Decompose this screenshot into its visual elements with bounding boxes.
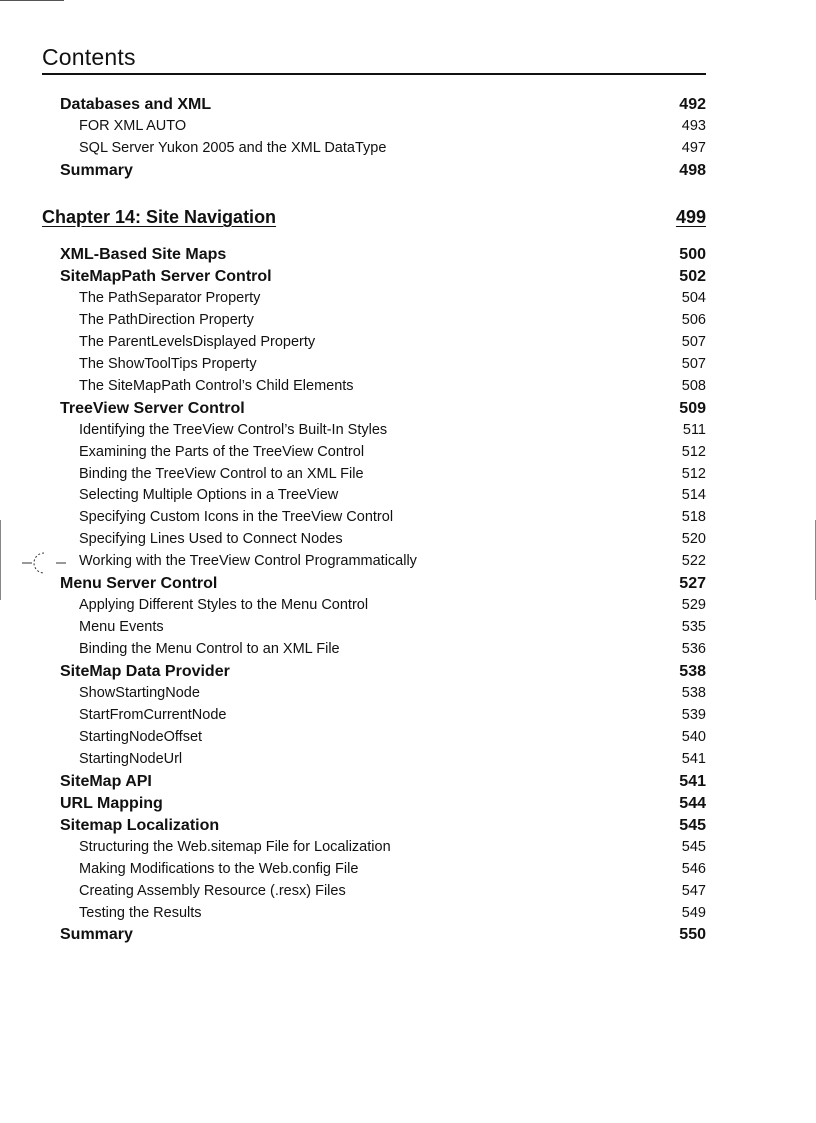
- registration-mark-icon: [22, 551, 66, 575]
- toc-entry-title: URL Mapping: [60, 794, 163, 812]
- toc-entry-title: SQL Server Yukon 2005 and the XML DataType: [79, 140, 387, 156]
- toc-entry-page: 549: [681, 904, 706, 921]
- toc-entry[interactable]: [79, 466, 706, 488]
- toc-entry-title: The ShowToolTips Property: [79, 355, 257, 372]
- toc-entry-title: Menu Server Control: [60, 575, 218, 593]
- toc-entry[interactable]: [79, 905, 706, 927]
- toc-entry-title: Applying Different Styles to the Menu Control: [79, 597, 369, 614]
- toc-entry-page: 509: [679, 399, 706, 417]
- toc-entry-page: 541: [679, 772, 706, 790]
- toc-entry[interactable]: [79, 707, 706, 729]
- toc-entry-page: 502: [679, 267, 706, 285]
- toc-entry[interactable]: [60, 96, 706, 118]
- toc-entry-page: 512: [681, 443, 706, 460]
- toc-entry[interactable]: [79, 531, 706, 553]
- toc-entry-page: 508: [681, 377, 706, 394]
- toc-entry-title: FOR XML AUTO: [79, 118, 187, 134]
- toc-entry[interactable]: [79, 641, 706, 663]
- toc-entry-page: 541: [681, 750, 706, 767]
- header-rule: [42, 73, 706, 75]
- toc-entry-title: Specifying Lines Used to Connect Nodes: [79, 531, 343, 548]
- toc-entry[interactable]: [79, 861, 706, 883]
- toc-entry-title: SiteMap Data Provider: [60, 663, 230, 681]
- toc-entry-title: SiteMapPath Server Control: [60, 267, 272, 285]
- toc-entry-title: Databases and XML: [60, 96, 212, 113]
- toc-entry-title: Summary: [60, 926, 133, 944]
- toc-entry[interactable]: [79, 729, 706, 751]
- toc-entry-page: 547: [681, 882, 706, 899]
- toc-entry-title: The ParentLevelsDisplayed Property: [79, 333, 316, 350]
- toc-entry[interactable]: [79, 883, 706, 905]
- toc-entry-title: ShowStartingNode: [79, 685, 200, 701]
- crop-mark-top: [0, 0, 64, 1]
- toc-entry-page: 536: [681, 641, 706, 658]
- toc-entry[interactable]: [79, 356, 706, 378]
- toc-entry-title: Creating Assembly Resource (.resx) Files: [79, 882, 346, 899]
- toc-entry-page: 529: [681, 597, 706, 614]
- toc-entry-page: 511: [682, 421, 706, 438]
- toc-entry-page: 538: [681, 685, 706, 701]
- toc-entry-title: Examining the Parts of the TreeView Control: [79, 443, 365, 460]
- toc-entry[interactable]: [79, 444, 706, 466]
- toc-entry-title: Making Modifications to the Web.config File: [79, 860, 359, 877]
- toc-entry-title: Identifying the TreeView Control’s Built-In Styles: [79, 421, 388, 438]
- toc-entry-page: 540: [681, 728, 706, 745]
- toc-entry-title: Selecting Multiple Options in a TreeView: [79, 487, 339, 504]
- toc-entry-page: 535: [681, 619, 706, 636]
- toc-entry[interactable]: [79, 334, 706, 356]
- chapter-page: 499: [675, 207, 706, 227]
- toc-entry-page: 545: [681, 838, 706, 855]
- toc-entry-title: StartFromCurrentNode: [79, 706, 227, 723]
- toc-entry[interactable]: [79, 751, 706, 773]
- toc-entry-page: 546: [681, 860, 706, 877]
- toc-entry[interactable]: [79, 839, 706, 861]
- toc-entry[interactable]: [79, 597, 706, 619]
- toc-entry-page: 545: [679, 816, 706, 834]
- toc-entry-title: Summary: [60, 162, 133, 179]
- toc-entry[interactable]: [60, 926, 706, 948]
- toc-entry-page: 544: [679, 794, 706, 812]
- toc-entry-page: 500: [679, 246, 706, 263]
- toc-entry-page: 506: [681, 311, 706, 328]
- toc-entry-page: 493: [681, 118, 706, 134]
- toc-entry-page: 504: [681, 289, 706, 306]
- toc-entry-title: Menu Events: [79, 619, 164, 636]
- toc-entry-title: The PathSeparator Property: [79, 289, 261, 306]
- toc-entry-page: 538: [679, 663, 706, 681]
- toc-entry-title: Sitemap Localization: [60, 816, 220, 834]
- toc-entry-title: Testing the Results: [79, 904, 202, 921]
- toc-entry[interactable]: [60, 817, 706, 839]
- toc-entry-title: StartingNodeUrl: [79, 750, 183, 767]
- toc-entry-title: Binding the Menu Control to an XML File: [79, 641, 340, 658]
- toc-entry-page: 520: [681, 531, 706, 548]
- toc-entry-title: Binding the TreeView Control to an XML File: [79, 465, 364, 482]
- toc-entry[interactable]: [60, 663, 706, 685]
- toc-entry[interactable]: [79, 378, 706, 400]
- toc-entry-title: XML-Based Site Maps: [60, 246, 227, 263]
- toc-entry-title: The PathDirection Property: [79, 311, 254, 328]
- toc-entry[interactable]: [79, 619, 706, 641]
- toc-entry[interactable]: [79, 487, 706, 509]
- toc-entry[interactable]: [79, 509, 706, 531]
- toc-entry[interactable]: [79, 553, 706, 575]
- toc-entry[interactable]: [60, 773, 706, 795]
- toc-entry-title: StartingNodeOffset: [79, 728, 203, 745]
- toc-entry[interactable]: [60, 575, 706, 597]
- toc-entry-page: 522: [681, 553, 706, 570]
- toc-entry-page: 498: [679, 162, 706, 179]
- toc-entry-page: 497: [681, 140, 706, 156]
- toc-entry[interactable]: [60, 246, 706, 268]
- toc-entry[interactable]: [60, 400, 706, 422]
- toc-entry-title: SiteMap API: [60, 772, 152, 790]
- toc-entry[interactable]: [79, 422, 706, 444]
- toc-entry-page: 507: [681, 333, 706, 350]
- chapter-heading[interactable]: [42, 207, 706, 229]
- toc-entry-title: Structuring the Web.sitemap File for Localization: [79, 838, 391, 855]
- toc-entry[interactable]: [60, 795, 706, 817]
- toc-entry-page: 507: [681, 355, 706, 372]
- toc-entry[interactable]: [79, 312, 706, 334]
- toc-entry[interactable]: [79, 290, 706, 312]
- toc-entry[interactable]: [79, 118, 706, 140]
- toc-entry-title: Specifying Custom Icons in the TreeView Control: [79, 509, 394, 526]
- chapter-title: Chapter 14: Site Navigation: [42, 207, 277, 227]
- toc-entry-page: 492: [679, 96, 706, 113]
- toc-entry-page: 527: [679, 575, 706, 593]
- toc-entry-title: TreeView Server Control: [60, 399, 245, 417]
- toc-entry-page: 539: [681, 706, 706, 723]
- toc-entry[interactable]: [60, 162, 706, 184]
- toc-entry-page: 512: [681, 465, 706, 482]
- toc-entry[interactable]: [79, 140, 706, 162]
- page-title: Contents: [42, 44, 136, 70]
- toc-entry-title: Working with the TreeView Control Programmatically: [79, 553, 417, 570]
- toc-entry-page: 514: [681, 487, 706, 504]
- toc-entry-page: 550: [679, 926, 706, 944]
- toc-entry[interactable]: [79, 685, 706, 707]
- toc-entry[interactable]: [60, 268, 706, 290]
- toc-entry-title: The SiteMapPath Control’s Child Elements: [79, 377, 354, 394]
- crop-mark-left: [0, 520, 1, 600]
- toc-entry-page: 518: [681, 509, 706, 526]
